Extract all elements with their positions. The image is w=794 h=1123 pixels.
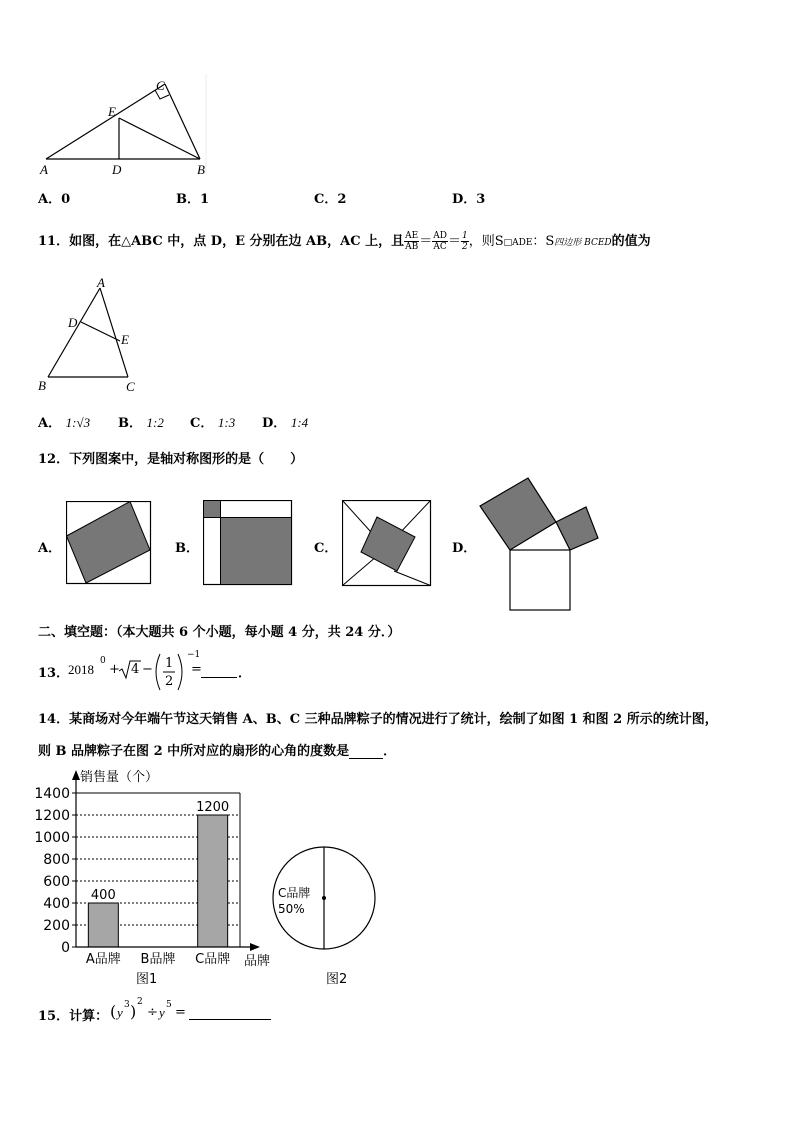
- q13-eq: =: [191, 662, 202, 677]
- q13-answer-blank[interactable]: [201, 662, 237, 678]
- q11-label-b: B: [38, 378, 46, 393]
- q13-plus: +: [109, 662, 120, 677]
- q15-rparen: ): [130, 1002, 137, 1021]
- x-category-label: B品牌: [140, 952, 176, 967]
- q10-label-c: C: [156, 78, 165, 93]
- q14-line1: 14．某商场对今年端午节这天销售 A、B、C 三种品牌粽子的情况进行了统计，绘制了如图 1 和图 2 所示的统计图，: [38, 712, 718, 727]
- q13-exp0: 0: [100, 656, 106, 666]
- y-tick-label: 600: [43, 874, 70, 890]
- q12-option-b[interactable]: B．: [175, 541, 199, 556]
- q15-base: y: [117, 1005, 123, 1020]
- q13-end: ．: [238, 666, 252, 681]
- q15-exp2: 5: [166, 1000, 172, 1010]
- q10-option-a[interactable]: A．0: [38, 192, 71, 207]
- y-tick-label: 1200: [34, 808, 70, 824]
- q12-option-d[interactable]: D．: [452, 541, 477, 556]
- pie-chart-title: 图2: [326, 972, 348, 987]
- q13-frac-den: 2: [165, 674, 174, 689]
- pie-slice-percent: 50%: [278, 902, 305, 916]
- q12-stem: 12．下列图案中，是轴对称图形的是（ ）: [38, 452, 304, 467]
- q15-answer-blank[interactable]: [189, 1005, 271, 1020]
- q15-inner-exp: 3: [124, 1000, 130, 1010]
- bar-chart-title: 图1: [136, 972, 158, 987]
- q12-figure-d[interactable]: [478, 476, 602, 612]
- q13-minus: −: [142, 662, 153, 677]
- q13-frac-num: 1: [165, 656, 174, 671]
- q10-label-d: D: [112, 162, 122, 177]
- bar-chart: [28, 760, 280, 990]
- y-tick-label: 0: [61, 940, 70, 956]
- q15-outer-exp: 2: [137, 997, 143, 1007]
- q11-label-a: A: [97, 275, 105, 290]
- y-axis-arrow-icon: [72, 770, 80, 780]
- q15-div: ÷: [147, 1005, 158, 1020]
- q10-label-b: B: [197, 162, 205, 177]
- q12-figure-b[interactable]: [203, 500, 293, 587]
- y-tick-label: 400: [43, 896, 70, 912]
- y-tick-label: 1000: [34, 830, 70, 846]
- q11-label-d: D: [68, 315, 78, 330]
- q13-exp-neg: −1: [187, 650, 201, 660]
- q11-label-e: E: [121, 332, 129, 347]
- bar-data-label: 1200: [196, 800, 230, 815]
- pie-slice-label: C品牌: [278, 886, 311, 900]
- q12-figure-c[interactable]: [342, 500, 432, 587]
- q11-option-b[interactable]: B． 1:2: [118, 415, 164, 431]
- q10-option-b[interactable]: B．1: [176, 192, 210, 207]
- q13-base: 2018: [68, 662, 94, 677]
- pie-center-dot: [322, 896, 326, 900]
- section2-title: 二、填空题：（本大题共 6 个小题，每小题 4 分，共 24 分．）: [38, 625, 401, 640]
- q10-option-c[interactable]: C．2: [314, 192, 347, 207]
- q11-label-c: C: [126, 379, 135, 394]
- y-tick-label: 1400: [34, 786, 70, 802]
- pie-chart: [268, 846, 380, 986]
- q14-answer-blank[interactable]: [349, 744, 383, 759]
- x-category-label: C品牌: [195, 952, 231, 967]
- q13-radicand: 4: [131, 662, 140, 677]
- q11-option-d[interactable]: D． 1:4: [262, 415, 309, 431]
- bar-data-label: 400: [90, 888, 116, 903]
- q12-option-a[interactable]: A．: [38, 541, 62, 556]
- bar-chart-xlabel: 品牌: [244, 954, 271, 969]
- q11-option-a[interactable]: A． 1:√3: [38, 415, 91, 431]
- bar: [88, 903, 118, 947]
- q12-figure-a[interactable]: [66, 501, 152, 587]
- y-tick-label: 800: [43, 852, 70, 868]
- q11-option-c[interactable]: C． 1:3: [190, 415, 236, 431]
- q10-option-d[interactable]: D．3: [452, 192, 486, 207]
- q15-expression: [38, 997, 298, 1026]
- q15-base2: y: [159, 1005, 165, 1020]
- bar-chart-svg: [28, 760, 280, 990]
- q14-line2: 则 B 品牌粽子在图 2 中所对应的扇形的心角的度数是 ．: [38, 744, 397, 759]
- q15-eq: =: [175, 1005, 186, 1020]
- q12-option-c[interactable]: C．: [314, 541, 338, 556]
- q10-figure: [34, 74, 214, 180]
- q15-number: 15．计算：: [38, 1009, 109, 1024]
- bar: [198, 815, 228, 947]
- x-category-label: A品牌: [85, 952, 121, 967]
- q10-label-e: E: [108, 104, 116, 119]
- q13-expression: [38, 652, 278, 692]
- q13-number: 13．: [38, 666, 70, 681]
- y-tick-label: 200: [43, 918, 70, 934]
- q11-stem: 11．如图，在△ABC 中，点 D，E 分别在边 AB，AC 上，且 $\frac{AE}{AB}$ ＝ $\frac{AD}{AC}$ ＝ $\frac{1}{2}$ ，则S□ADE：S四边形 BCED的值为: [38, 231, 651, 252]
- q10-label-a: A: [40, 162, 48, 177]
- bar-chart-ylabel: 销售量（个）: [80, 770, 159, 785]
- q15-lparen: (: [110, 1002, 117, 1021]
